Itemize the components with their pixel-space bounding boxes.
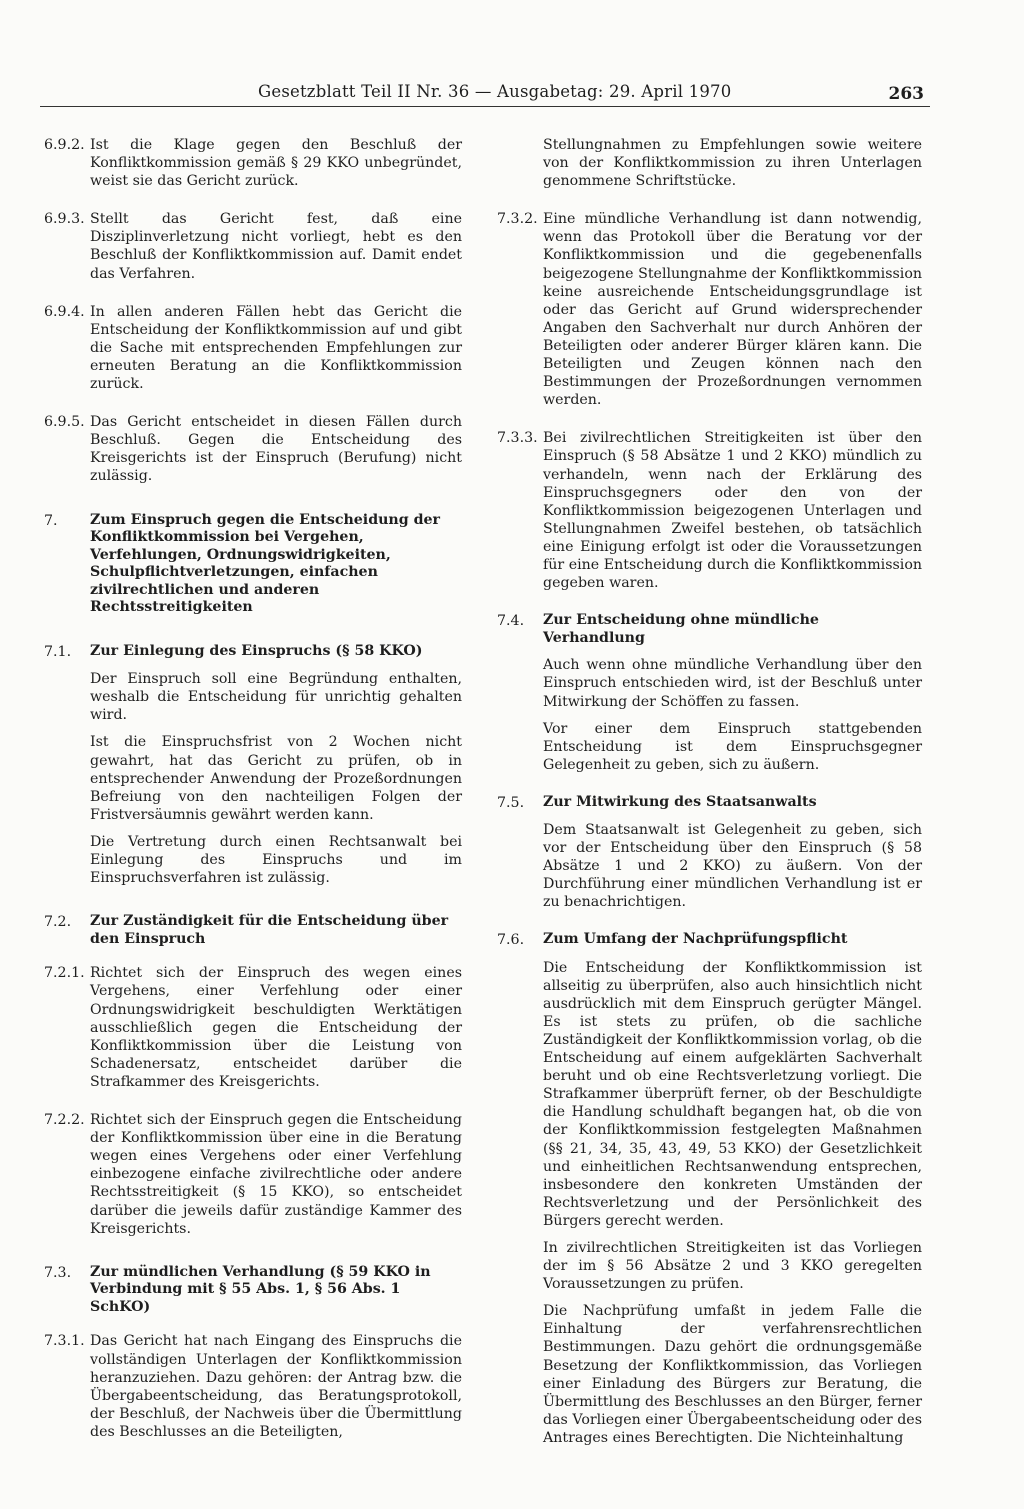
section-number: 7.2.2. (44, 1112, 85, 1129)
section-text: Das Gericht entscheidet in diesen Fällen durch Beschluß. Gegen die Entscheidung des Kreisgerichts ist der Einspruch (Berufung) nicht zulässig. (90, 414, 462, 485)
paragraph-text: Ist die Einspruchsfrist von 2 Wochen nicht gewahrt, hat das Gericht zu prüfen, ob in entsprechender Anwendung der Prozeßordnungen Befreiung von den nachteiligen Folgen der Fristversäumnis gewährt werden kann. (90, 734, 462, 823)
section-heading: Zur Entscheidung ohne mündliche Verhandlung (543, 612, 819, 646)
section-7-3-1 (44, 1332, 462, 1441)
left-column (44, 136, 462, 1441)
section-7-2-heading (44, 913, 462, 948)
paragraph-text: In zivilrechtlichen Streitigkeiten ist das Vorliegen der im § 56 Absätze 2 und 3 KKO geregelten Voraussetzungen zu prüfen. (543, 1239, 922, 1293)
section-text: Stellt das Gericht fest, daß eine Disziplinverletzung nicht vorliegt, hebt es den Beschluß der Konfliktkommission auf. Damit endet das Verfahren. (90, 211, 462, 282)
section-7-4-heading (497, 612, 922, 647)
section-heading: Zur Zuständigkeit für die Entscheidung über den Einspruch (90, 913, 449, 947)
paragraph-text: Dem Staatsanwalt ist Gelegenheit zu geben, sich vor der Entscheidung über den Einspruch (§ 58 Absätze 1 und 2 KKO) zu äußern. Von der Durchführung einer mündlichen Verhandlung ist er zu benachrichtigen. (543, 822, 922, 911)
section-number: 6.9.2. (44, 137, 85, 153)
paragraph (497, 1239, 922, 1293)
section-7-3-3 (497, 429, 922, 592)
section-number: 7.5. (497, 794, 525, 811)
section-text: Richtet sich der Einspruch gegen die Entscheidung der Konfliktkommission über eine in die Beratung wegen eines Vergehens oder einer Verfehlung einbezogene einfache zivilrechtliche oder andere Rechtsstreitigkeit (§ 15 KKO), so entscheidet darüber die jeweils dafür zuständige Kammer des Kreisgerichts. (90, 1112, 462, 1237)
paragraph (44, 833, 462, 887)
section-heading: Zur Einlegung des Einspruchs (§ 58 KKO) (90, 643, 423, 660)
section-text: Richtet sich der Einspruch des wegen eines Vergehens, einer Verfehlung oder einer Ordnungswidrigkeit beschuldigten Werktätigen ausschließlich gegen die Entscheidung der Konfliktkommission über die Leistung von Schadenersatz, entscheidet darüber die Strafkammer des Kreisgerichts. (90, 965, 462, 1090)
section-number: 7.3. (44, 1264, 72, 1281)
section-6-9-3 (44, 210, 462, 282)
paragraph (497, 821, 922, 911)
header-title: Gesetzblatt Teil II Nr. 36 — Ausgabetag: 29. April 1970 (258, 82, 732, 101)
paragraph-text: Die Entscheidung der Konfliktkommission ist allseitig zu überprüfen, also auch hinsichtlich nicht ausdrücklich mit dem Einspruch gerügter Mängel. Es ist stets zu prüfen, ob die sachliche Zuständigkeit der Konfliktkommission vorlag, ob die Entscheidung auf einem aufgeklärten Sachverhalt beruht und ob eine Rechtsverletzung vorliegt. Die Strafkammer überprüft ferner, ob der Beschuldigte die Handlung schuldhaft begangen hat, ob die von der Konfliktkommission festgelegten Maßnahmen (§§ 21, 34, 35, 43, 49, 53 KKO) der Gesetzlichkeit und einheitlichen Rechtsanwendung entsprechen, insbesondere den konkreten Umständen der Rechtsverletzung und der Persönlichkeit des Bürgers gerecht werden. (543, 959, 922, 1229)
paragraph (44, 670, 462, 724)
section-7-2-2 (44, 1111, 462, 1238)
paragraph-text: Der Einspruch soll eine Begründung enthalten, weshalb die Entscheidung für unrichtig gehalten wird. (90, 671, 462, 724)
section-number: 7.2.1. (44, 965, 85, 982)
right-column (497, 136, 922, 1447)
paragraph-text: Stellungnahmen zu Empfehlungen sowie weitere von der Konfliktkommission zu ihren Unterlagen genommene Schriftstücke. (543, 137, 922, 190)
section-heading: Zur Mitwirkung des Staatsanwalts (543, 793, 817, 810)
section-7-5-heading (497, 794, 922, 812)
section-number: 7.3.2. (497, 211, 538, 228)
section-number: 7.1. (44, 644, 72, 661)
section-7-2-1 (44, 964, 462, 1091)
paragraph-text: Die Vertretung durch einen Rechtsanwalt bei Einlegung des Einspruchs und im Einspruchsverfahren ist zulässig. (90, 833, 462, 887)
section-6-9-2 (44, 136, 462, 190)
paragraph (497, 136, 922, 190)
section-7-heading (44, 512, 462, 618)
paragraph (497, 656, 922, 710)
section-number: 6.9.5. (44, 414, 85, 431)
paragraph-text: Die Nachprüfung umfaßt in jedem Falle die Einhaltung der verfahrensrechtlichen Bestimmungen. Dazu gehört die ordnungsgemäße Besetzung der Konfliktkommission, das Vorliegen einer Einladung des Bürgers zur Beratung, die Übermittlung des Beschlusses an den Bürger, ferner das Vorliegen einer Übergabeentscheidung oder des Antrages eines Berechtigten. Die Nichteinhaltung (543, 1303, 922, 1446)
paragraph (497, 959, 922, 1230)
section-number: 6.9.3. (44, 211, 85, 228)
paragraph-text: Vor einer dem Einspruch stattgebenden Entscheidung ist dem Einspruchsgegner Gelegenheit zu geben, sich zu äußern. (543, 720, 922, 773)
section-number: 7.3.3. (497, 430, 538, 447)
page-number: 263 (888, 84, 924, 104)
paragraph (497, 1302, 922, 1447)
section-number: 6.9.4. (44, 303, 85, 320)
section-number: 7.6. (497, 932, 525, 949)
section-number: 7.3.1. (44, 1333, 85, 1350)
paragraph (44, 733, 462, 823)
section-7-1-heading (44, 643, 462, 661)
page-header (40, 80, 930, 107)
section-6-9-4 (44, 303, 462, 393)
section-heading: Zum Einspruch gegen die Entscheidung der Konfliktkommission bei Vergehen, Verfehlungen, Ordnungswidrigkeiten, Schulpflichtverletzungen, einfachen zivilrechtlichen und anderen Rechtsstreitigkeiten (90, 511, 441, 616)
section-7-3-heading (44, 1264, 462, 1317)
section-heading: Zur mündlichen Verhandlung (§ 59 KKO in Verbindung mit § 55 Abs. 1, § 56 Abs. 1 SchKO) (90, 1263, 431, 1315)
section-7-3-2 (497, 210, 922, 409)
section-text: In allen anderen Fällen hebt das Gericht die Entscheidung der Konfliktkommission auf und gibt die Sache mit entsprechenden Empfehlungen zur erneuten Beratung an die Konfliktkommission zurück. (90, 303, 462, 393)
section-text: Ist die Klage gegen den Beschluß der Konfliktkommission gemäß § 29 KKO unbegründet, weist sie das Gericht zurück. (90, 137, 462, 190)
section-heading: Zum Umfang der Nachprüfungspflicht (543, 931, 848, 948)
section-number: 7. (44, 512, 58, 529)
section-7-6-heading (497, 931, 922, 949)
paragraph-text: Auch wenn ohne mündliche Verhandlung über den Einspruch entschieden wird, ist der Beschluß unter Mitwirkung der Schöffen zu fassen. (543, 657, 922, 710)
section-text: Das Gericht hat nach Eingang des Einspruchs die vollständigen Unterlagen der Konfliktkommission heranzuziehen. Dazu gehören: der Antrag bzw. die Übergabeentscheidung, das Beratungsprotokoll, der Beschluß, der Nachweis über die Übermittlung des Beschlusses an die Beteiligten, (90, 1333, 462, 1440)
section-number: 7.2. (44, 914, 72, 931)
section-text: Eine mündliche Verhandlung ist dann notwendig, wenn das Protokoll über die Beratung vor der Konfliktkommission und die gegebenenfalls beigezogene Stellungnahme der Konfliktkommission keine ausreichende Entscheidungsgrundlage ist oder das Gericht auf Grund widersprechender Angaben den Sachverhalt nur durch Anhören der Beteiligten oder anderer Bürger klären kann. Die Beteiligten und Zeugen können nach den Bestimmungen der Prozeßordnungen vernommen werden. (543, 211, 922, 409)
paragraph (497, 720, 922, 774)
section-text: Bei zivilrechtlichen Streitigkeiten ist über den Einspruch (§ 58 Absätze 1 und 2 KKO) mündlich zu verhandeln, wenn nach der Erklärung des Einspruchsgegners oder den von der Konfliktkommission beigezogenen Unterlagen und Stellungnahmen Zweifel bestehen, ob tatsächlich eine Einigung erfolgt ist oder die Voraussetzungen für eine Entscheidung durch die Konfliktkommission gegeben waren. (543, 430, 922, 592)
section-6-9-5 (44, 413, 462, 485)
section-number: 7.4. (497, 613, 525, 630)
